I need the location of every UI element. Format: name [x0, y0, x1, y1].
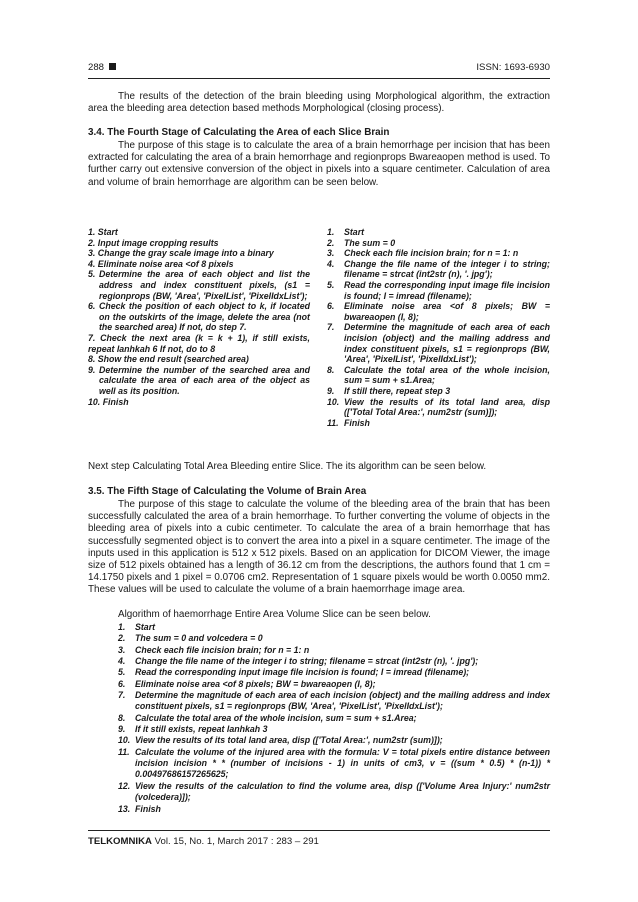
step-number: 12. — [118, 780, 131, 791]
step-number: 13. — [118, 803, 131, 814]
step-number: 10. — [118, 735, 131, 746]
step-number: 3. — [88, 248, 96, 259]
step-text: Change the gray scale image into a binary — [97, 248, 274, 259]
step-number: 6. — [88, 301, 96, 312]
journal-citation: Vol. 15, No. 1, March 2017 : 283 – 291 — [151, 836, 319, 847]
algorithm-step — [88, 259, 310, 270]
algorithm-step — [118, 656, 550, 667]
section-3-4-heading: 3.4. The Fourth Stage of Calculating the Area of each Slice Brain — [88, 127, 390, 138]
algorithm-step — [327, 322, 550, 364]
algorithm-step — [88, 397, 310, 408]
page-header — [88, 62, 550, 76]
step-text: Start — [135, 622, 156, 632]
step-number: 4. — [88, 258, 96, 269]
step-number: 1. — [118, 622, 126, 632]
step-number: 5. — [118, 667, 126, 678]
step-number: 2. — [88, 237, 96, 248]
algorithm-step — [327, 259, 550, 280]
step-text: The sum = 0 and volcedera = 0 — [135, 633, 263, 644]
step-number: 10. — [327, 396, 340, 407]
step-number: 1. — [327, 227, 335, 237]
algorithm-step — [118, 804, 550, 815]
step-number: 11. — [327, 417, 339, 428]
step-number: 6. — [327, 301, 335, 312]
volume-algorithm-intro: Algorithm of haemorrhage Entire Area Volume Slice can be seen below. — [118, 609, 431, 620]
step-text: Read the corresponding input image file incision is found; I = imread (filename); — [344, 279, 550, 301]
algorithm-step — [88, 365, 310, 397]
algorithm-step — [88, 248, 310, 259]
algorithm-step — [327, 301, 550, 322]
step-text: Determine the magnitude of each area of each incision (object) and the mailing address and index constituent pixels, s1 = regionprops (BW, 'Area', 'PixelList', 'PixelIdxList'); — [344, 322, 550, 365]
step-number: 7. — [118, 690, 126, 701]
section-3-5-paragraph: The purpose of this stage to calculate the volume of the bleeding area of the brain that has been successfully calculated the area of a brain hemorrhage. To further converting the volume of objects in the bleeding area of pixels into a cubic centimeter. To calculate the area of a brain hemorrhage that has successfully segmented object is to convert the area into a pixel in a square centimeter. The image of the inputs used in this application is 512 x 512 pixels. Based on an application for DICOM Viewer, the image size of 512 pixels obtained has a length of 36.12 cm from the descriptions, the authors found that 1 cm = 14.1750 pixels and 1 pixel = 0.0706 cm2. Representation of 1 square pixels would be worth 0.0050 mm2. These values will be used to calculate the volume of a brain haemorrhage image area. — [88, 499, 550, 596]
step-text: View the results of its total land area, disp (['Total Total Area:', num2str (sum)]); — [344, 396, 550, 418]
step-text: Input image cropping results — [97, 237, 219, 248]
page-number: 288 — [88, 62, 116, 73]
algorithm-step — [327, 238, 550, 249]
step-number: 9. — [327, 385, 335, 396]
step-text: Determine the number of the searched area and calculate the area of each area of the object as well as its position. — [99, 364, 310, 396]
section-3-4-paragraph: The purpose of this stage is to calculate the area of a brain hemorrhage per incision that has been extracted for calculating the area of a brain hemorrhage and regionprops Bwareaopen method is used. To further carry out extensive conversion of the object in pixels into a square centimeter. Calculation of area and volume of brain hemorrhage are algorithm can be seen below. — [88, 140, 550, 188]
algorithm-step — [118, 622, 550, 633]
total-area-algorithm-list — [327, 227, 550, 428]
step-text: If it still exists, repeat lanhkah 3 — [135, 724, 268, 735]
header-divider — [88, 78, 550, 79]
step-text: View the results of the calculation to find the volume area, disp (['Volume Area Injury:' num2str (volcedera)]); — [135, 780, 550, 803]
step-text: Change the file name of the integer i to string; filename = strcat (int2str (n), '. jpg'); — [135, 656, 479, 667]
step-number: 8. — [327, 364, 335, 375]
step-text: Check each file incision brain; for n = 1: n — [344, 248, 519, 259]
next-step-paragraph: Next step Calculating Total Area Bleeding entire Slice. The its algorithm can be seen below. — [88, 461, 487, 472]
step-number: 7. — [88, 332, 96, 343]
algorithm-step — [118, 645, 550, 656]
algorithm-step — [327, 227, 550, 238]
algorithm-step — [118, 724, 550, 735]
step-text: Calculate the volume of the injured area with the formula: V = total pixels entire distance between incision incision * * (number of incisions - 1) in units of cm3, v = ((sum * 0.5) * (n-1)) * 0.00497686157265625; — [135, 746, 550, 780]
algorithm-step — [88, 333, 310, 354]
step-number: 9. — [88, 364, 96, 375]
step-text: Calculate the total area of the whole incision, sum = sum + s1.Area; — [135, 712, 417, 723]
step-number: 3. — [118, 644, 126, 655]
step-number: 4. — [327, 258, 335, 269]
area-algorithm-list — [88, 227, 310, 407]
algorithm-step — [327, 386, 550, 397]
black-square-icon — [109, 63, 116, 70]
algorithm-step — [327, 280, 550, 301]
step-text: Check the next area (k = k + 1), if still exists, repeat lanhkah 6 If not, do to 8 — [88, 332, 310, 354]
journal-name: TELKOMNIKA — [88, 836, 152, 847]
step-number: 5. — [327, 279, 335, 290]
step-number: 5. — [88, 269, 96, 280]
step-text: Eliminate noise area <of 8 pixels; BW = bwareaopen (I, 8); — [344, 301, 550, 322]
algorithm-step — [118, 781, 550, 804]
step-number: 9. — [118, 724, 126, 735]
section-3-5-heading: 3.5. The Fifth Stage of Calculating the Volume of Brain Area — [88, 486, 367, 497]
algorithm-step — [118, 735, 550, 746]
step-number: 8. — [118, 712, 126, 723]
step-text: Check the position of each object to k, if located on the outskirts of the image, delete the area (not the searched area) If not, do step 7. — [99, 301, 310, 333]
algorithm-step — [88, 227, 310, 238]
step-number: 6. — [118, 678, 126, 689]
step-number: 8. — [88, 354, 96, 365]
algorithm-step — [118, 747, 550, 781]
step-number: 10. — [88, 396, 101, 407]
algorithm-step — [118, 713, 550, 724]
step-text: Eliminate noise area <of 8 pixels; BW = bwareaopen (I, 8); — [135, 678, 376, 689]
step-number: 4. — [118, 656, 126, 667]
step-text: Start — [97, 227, 118, 237]
step-text: Show the end result (searched area) — [97, 354, 249, 365]
algorithm-step — [118, 679, 550, 690]
step-text: Check each file incision brain; for n = 1: n — [135, 644, 310, 655]
algorithm-step — [88, 269, 310, 301]
algorithm-step — [118, 667, 550, 678]
step-text: If still there, repeat step 3 — [344, 385, 451, 396]
footer-divider — [88, 830, 550, 831]
step-text: Determine the area of each object and list the address and index constituent pixels, (s1 = regionprops (BW, 'Area', 'PixelList', 'PixelIdxList'); — [99, 269, 310, 301]
step-text: Finish — [102, 396, 129, 407]
step-text: Finish — [344, 417, 370, 428]
step-text: Determine the magnitude of each area of each incision (object) and the mailing address and index constituent pixels, s1 = regionprops (BW, 'Area', 'PixelList', 'PixelIdxList'); — [135, 690, 550, 712]
step-text: Change the file name of the integer i to string; filename = strcat (int2str (n), '. jpg'); — [344, 258, 550, 280]
step-number: 3. — [327, 248, 335, 259]
algorithm-step — [327, 418, 550, 429]
step-number: 1. — [88, 227, 96, 237]
issn-label: ISSN: 1693-6930 — [476, 62, 550, 73]
algorithm-step — [88, 354, 310, 365]
step-text: View the results of its total land area, disp (['Total Area:', num2str (sum)]); — [135, 735, 443, 746]
step-text: Finish — [135, 803, 161, 814]
algorithm-step — [88, 301, 310, 333]
step-text: Read the corresponding input image file incision is found; I = imread (filename); — [135, 667, 470, 678]
algorithm-step — [118, 690, 550, 713]
algorithm-step — [327, 365, 550, 386]
step-number: 11. — [118, 746, 130, 757]
step-number: 2. — [327, 237, 335, 248]
algorithm-step — [118, 633, 550, 644]
step-text: Calculate the total area of the whole incision, sum = sum + s1.Area; — [344, 364, 550, 386]
step-number: 7. — [327, 322, 335, 333]
algorithm-step — [327, 248, 550, 259]
algorithm-step — [88, 238, 310, 249]
step-number: 2. — [118, 633, 126, 644]
algorithm-step — [327, 397, 550, 418]
page-footer — [88, 836, 319, 847]
step-text: Start — [344, 227, 365, 237]
step-text: The sum = 0 — [344, 237, 396, 248]
volume-algorithm-list — [118, 622, 550, 815]
step-text: Eliminate noise area <of 8 pixels — [97, 258, 234, 269]
intro-paragraph: The results of the detection of the brain bleeding using Morphological algorithm, the extraction area the bleeding area detection based methods Morphological (closing process). — [88, 91, 550, 115]
